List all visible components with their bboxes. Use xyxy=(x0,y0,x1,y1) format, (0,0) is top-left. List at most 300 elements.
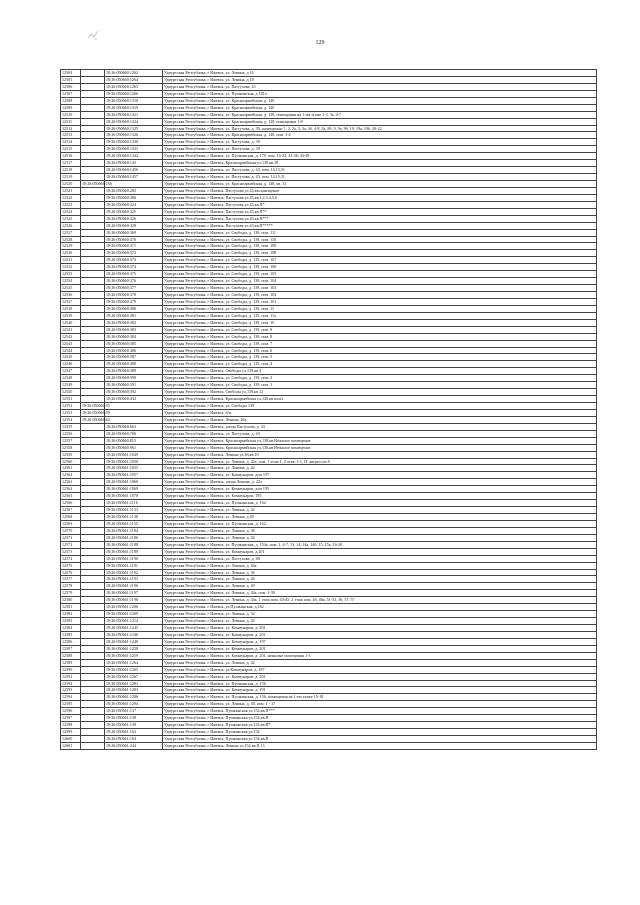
address-cell: Удмуртская Республика, г Ижевск, ул. Коммунаров, д. 201 xyxy=(163,673,597,680)
cadastral-number-cell xyxy=(105,403,163,410)
cadastral-number-cell: 18:26:050660:381 xyxy=(105,312,163,319)
address-cell: Удмуртская Республика, г Ижевск, ул. Коммунаров, д. 197 xyxy=(163,638,597,645)
parcel-number-cell xyxy=(81,139,105,146)
table-row xyxy=(61,354,597,361)
parcel-number-cell xyxy=(81,694,105,701)
table-row xyxy=(61,340,597,347)
cadastral-number-cell: 18:26:050661:1214 xyxy=(105,618,163,625)
table-row xyxy=(61,361,597,368)
table-row xyxy=(61,694,597,701)
address-cell: Удмуртская Республика, г Ижевск, ул. Ленина, д 18 xyxy=(163,76,597,83)
cadastral-number-cell: 18:26:050660:378 xyxy=(105,292,163,299)
address-cell: Удмуртская Республика, г Ижевск, ул. Пастухова, д. 39, помещения: 1, 2, 2а, 3, 3а, 3б, 4-8, 8а, 8б, 9, 9а, 9б, 19, 19а, 19б, 20-22 xyxy=(163,125,597,132)
address-cell: Удмуртская Республика, г Ижевск, ул. Красноармейская, д. 138, помещения на 1-ом этаже 1-3, 3а, 4-7 xyxy=(163,111,597,118)
table-row xyxy=(61,673,597,680)
row-number-cell: 12509 xyxy=(61,104,81,111)
row-number-cell: 12546 xyxy=(61,361,81,368)
cadastral-number-cell: 18:26:050660:382 xyxy=(105,319,163,326)
parcel-number-cell xyxy=(81,680,105,687)
table-row xyxy=(61,742,597,749)
parcel-number-cell xyxy=(81,562,105,569)
table-row xyxy=(61,319,597,326)
table-row xyxy=(61,139,597,146)
table-row xyxy=(61,451,597,458)
address-cell: Удмуртская Республика, г Ижевск, ул. Пушкинская, д. 156 xyxy=(163,680,597,687)
row-number-cell: 12586 xyxy=(61,638,81,645)
address-cell: Удмуртская Республика, г Ижевск, ул. Свободы, д. 139, пом. 9 xyxy=(163,326,597,333)
cadastral-number-cell: 18:26:050660:1266 xyxy=(105,90,163,97)
address-cell: Удмуртская Республика, г Ижевск, ул. Коммунаров, д. 201 xyxy=(163,625,597,632)
cadastral-number-cell: 18:26:050661:1057 xyxy=(105,472,163,479)
row-number-cell: 12582 xyxy=(61,611,81,618)
table-row xyxy=(61,104,597,111)
table-row xyxy=(61,611,597,618)
table-row xyxy=(61,687,597,694)
parcel-number-cell xyxy=(81,153,105,160)
cadastral-number-cell: 18:26:050661:137 xyxy=(105,708,163,715)
row-number-cell: 12589 xyxy=(61,659,81,666)
table-row xyxy=(61,146,597,153)
cadastral-number-cell: 18:26:050660:392 xyxy=(105,389,163,396)
row-number-cell: 12573 xyxy=(61,548,81,555)
row-number-cell: 12524 xyxy=(61,208,81,215)
cadastral-number-cell: 18:26:050660:375 xyxy=(105,271,163,278)
address-cell: Удмуртская Республика, г Ижевск, ул. Пастухова, д. 39 xyxy=(163,146,597,153)
row-number-cell: 12527 xyxy=(61,229,81,236)
cadastral-number-cell: 18:26:050660:371 xyxy=(105,243,163,250)
table-row xyxy=(61,125,597,132)
address-cell: Удмуртская Республика, г Ижевск, Пастухова ул,43,кв.П* xyxy=(163,201,597,208)
address-cell: Удмуртская Республика, г Ижевск, Пушкинская ул,154 xyxy=(163,729,597,736)
page-number: 129 xyxy=(315,40,325,46)
table-row xyxy=(61,618,597,625)
address-cell: Удмуртская Республика, г Ижевск, ул. Свободы, д. 139, пом. 111 xyxy=(163,229,597,236)
cadastral-number-cell: 18:26:050660:389 xyxy=(105,368,163,375)
row-number-cell: 12553 xyxy=(61,409,81,416)
parcel-number-cell xyxy=(81,673,105,680)
table-row xyxy=(61,187,597,194)
row-number-cell: 12516 xyxy=(61,153,81,160)
cadastral-number-cell: 18:26:050661:1190 xyxy=(105,555,163,562)
row-number-cell: 12568 xyxy=(61,514,81,521)
address-cell: Удмуртская Республика, г Ижевск, ул. Коммунаров, д. 191 xyxy=(163,687,597,694)
address-cell: Удмуртская Республика, г Ижевск, ул. Свободы, д. 139, пом. 105 xyxy=(163,271,597,278)
cadastral-number-cell: 18:26:050660:286 xyxy=(105,194,163,201)
parcel-number-cell xyxy=(81,500,105,507)
address-cell: Удмуртская Республика, г Ижевск, ул. Свободы, д. 139, пом. 110 xyxy=(163,236,597,243)
cadastral-number-cell: 18:26:050660:1262 xyxy=(105,70,163,77)
row-number-cell: 12515 xyxy=(61,146,81,153)
row-number-cell: 12579 xyxy=(61,590,81,597)
parcel-number-cell: 18:26:050660:166 xyxy=(82,181,113,186)
row-number-cell: 12600 xyxy=(61,736,81,743)
cadastral-number-cell: 18:26:050660:815 xyxy=(105,437,163,444)
address-cell: Удмуртская Республика, г Ижевск, ул. Пушкинская, д. 154а, пом. 1, 4-7, 13, 14, 14а, 14б, 15, 15а, 16-20 xyxy=(163,541,597,548)
table-row xyxy=(61,493,597,500)
table-row xyxy=(61,569,597,576)
address-cell: Удмуртская Республика, г Ижевск, Красноармейская ул,138,кв.38 xyxy=(163,160,597,167)
row-number-cell: 12531 xyxy=(61,257,81,264)
parcel-number-cell: 18:26:050660:55 xyxy=(82,403,110,408)
row-number-cell: 12537 xyxy=(61,298,81,305)
address-cell: Удмуртская Республика, г Ижевск, ул. Красноармейская, д. 140 xyxy=(163,104,597,111)
cadastral-number-cell: 18:26:050661:1070 xyxy=(105,493,163,500)
row-number-cell: 12521 xyxy=(61,187,81,194)
table-row xyxy=(61,194,597,201)
table-row xyxy=(61,638,597,645)
address-cell: Удмуртская Республика, г Ижевск, ул. Ленина, д. 36 xyxy=(163,569,597,576)
table-row xyxy=(61,403,597,410)
address-cell: Удмуртская Республика, г Ижевск, Пушкинская ул,154,кв.П xyxy=(163,736,597,743)
parcel-number-cell xyxy=(81,160,105,167)
address-cell: Удмуртская Республика, г Ижевск, ул. Ленина, д. 40 xyxy=(163,576,597,583)
cadastral-number-cell: 18:26:050660:380 xyxy=(105,305,163,312)
address-cell: Удмуртская Республика, г Ижевск, ул. Свободы, д. 139, пом. 101 xyxy=(163,298,597,305)
row-number-cell: 12583 xyxy=(61,618,81,625)
row-number-cell: 12567 xyxy=(61,507,81,514)
address-cell: Удмуртская Республика, г Ижевск, Пастухова ул,43,кв.П*** xyxy=(163,215,597,222)
parcel-number-cell xyxy=(81,347,105,354)
cadastral-number-cell: 18:26:050660:961 xyxy=(105,444,163,451)
parcel-number-cell xyxy=(81,215,105,222)
parcel-number-cell xyxy=(81,208,105,215)
address-cell: Удмуртская Республика, г Ижевск, ул. Пушкинская, д 181а xyxy=(163,90,597,97)
parcel-number-cell xyxy=(81,97,105,104)
cadastral-number-cell: 18:26:050660:374 xyxy=(105,264,163,271)
table-row xyxy=(61,153,597,160)
address-cell: Удмуртская Республика, г Ижевск, ул. Ленина, д 40 xyxy=(163,514,597,521)
address-cell: Удмуртская Республика, г Ижевск, б/н xyxy=(163,409,597,416)
table-row xyxy=(61,534,597,541)
table-row xyxy=(61,236,597,243)
parcel-number-cell xyxy=(81,236,105,243)
row-number-cell: 12556 xyxy=(61,430,81,437)
parcel-number-cell xyxy=(81,444,105,451)
address-cell: Удмуртская Республика, г Ижевск, ул. Ленина, д. 38, пом. 1 - 37 xyxy=(163,701,597,708)
cadastral-number-cell: 18:26:050660:1457 xyxy=(105,174,163,181)
table-row xyxy=(61,76,597,83)
cadastral-number-cell: 18:26:050661:1133 xyxy=(105,507,163,514)
address-cell: Удмуртская Республика, г Ижевск, ул. Свободы, д. 139, пом. 11а xyxy=(163,312,597,319)
address-cell: Удмуртская Республика, г Ижевск, Пушкинская ул,154,кв.П*** xyxy=(163,708,597,715)
row-number-cell: 12519 xyxy=(61,174,81,181)
cadastral-number-cell: 18:26:050661:1267 xyxy=(105,673,163,680)
table-row xyxy=(61,631,597,638)
address-cell: Удмуртская Республика, г Ижевск, ул. Пушкинская, д. 162 xyxy=(163,500,597,507)
table-row xyxy=(61,736,597,743)
cadastral-number-cell: 18:26:050661:1060 xyxy=(105,479,163,486)
row-number-cell: 12547 xyxy=(61,368,81,375)
parcel-number-cell xyxy=(81,292,105,299)
row-number-cell: 12601 xyxy=(61,742,81,749)
parcel-number-cell xyxy=(81,472,105,479)
address-cell: Удмуртская Республика, г Ижевск, ул. Коммунаров, д. 201 xyxy=(163,631,597,638)
table-row xyxy=(61,423,597,430)
row-number-cell: 12564 xyxy=(61,486,81,493)
table-row xyxy=(61,118,597,125)
row-number-cell: 12596 xyxy=(61,708,81,715)
table-row xyxy=(61,652,597,659)
parcel-number-cell xyxy=(81,187,105,194)
row-number-cell: 12548 xyxy=(61,375,81,382)
address-cell: Удмуртская Республика, г Ижевск, ул.Коммунаров, д. 197 xyxy=(163,666,597,673)
cadastral-number-cell: 18:26:050661:1049 xyxy=(105,451,163,458)
table-row xyxy=(61,576,597,583)
address-cell: Удмуртская Республика, г Ижевск, ул. Свободы, д. 139, пом. 10 xyxy=(163,319,597,326)
table-row xyxy=(61,548,597,555)
table-row xyxy=(61,680,597,687)
address-cell: Удмуртская Республика, г Ижевск, ул. Пастухова, 43 xyxy=(163,83,597,90)
address-cell: Удмуртская Республика, г Ижевск, ул. Ленина, д. 42а, пом. 1 этаж 1, 2 этаж 1-3, 1Г антресоль 8 xyxy=(163,458,597,465)
address-cell: Удмуртская Республика, г Ижевск, ул. Свободы, д. 139, пом. 2 xyxy=(163,375,597,382)
address-cell: Удмуртская Республика, г Ижевск, Пушкинская ул,154,кв.П* xyxy=(163,722,597,729)
address-cell: Удмуртская Республика, г Ижевск, Красноармейская ул,138,кв.Нежилое помещение xyxy=(163,437,597,444)
cadastral-number-cell: 18:26:050660:706 xyxy=(105,430,163,437)
cadastral-number-cell: 18:26:050661:1189 xyxy=(105,548,163,555)
table-row xyxy=(61,396,597,403)
address-cell: Удмуртская Республика, г Ижевск, Пастухова ул,43,кв.помещение xyxy=(163,187,597,194)
cadastral-number-cell: 18:26:050661:1286 xyxy=(105,694,163,701)
address-cell: Удмуртская Республика, г Ижевск, ул.Пушкинская, д.162 xyxy=(163,604,597,611)
cadastral-number-cell: 18:26:050660:387 xyxy=(105,354,163,361)
cadastral-number-cell: 18:26:050660:326 xyxy=(105,215,163,222)
table-row xyxy=(61,382,597,389)
cadastral-number-cell: 18:26:050661:1265 xyxy=(105,666,163,673)
table-row xyxy=(61,174,597,181)
row-number-cell: 12597 xyxy=(61,715,81,722)
address-cell: Удмуртская Республика, г Ижевск, ул. Ленина, д. 42 xyxy=(163,618,597,625)
table-row xyxy=(61,507,597,514)
cadastral-number-cell: 18:26:050661:1248 xyxy=(105,638,163,645)
table-row xyxy=(61,430,597,437)
table-row xyxy=(61,97,597,104)
parcel-number-cell xyxy=(81,729,105,736)
address-cell: Удмуртская Республика, г Ижевск, Свободы ул,139,кв.12 xyxy=(163,389,597,396)
cadastral-number-cell: 18:26:050661:1209 xyxy=(105,611,163,618)
row-number-cell: 12580 xyxy=(61,597,81,604)
table-row xyxy=(61,264,597,271)
address-cell: Удмуртская Республика, г Ижевск, ул. Свободы, д. 139, пом. 109 xyxy=(163,243,597,250)
parcel-number-cell xyxy=(81,333,105,340)
address-cell: Удмуртская Республика, г Ижевск, ул. Свободы, д. 139, пом. 11 xyxy=(163,305,597,312)
cadastral-number-cell: 18:26:050661:1191 xyxy=(105,562,163,569)
cadastral-number-cell: 18:26:050661:1283 xyxy=(105,687,163,694)
parcel-number-cell xyxy=(81,132,105,139)
parcel-number-cell xyxy=(81,520,105,527)
row-number-cell: 12588 xyxy=(61,652,81,659)
address-cell: Удмуртская Республика, г Ижевск, Ленина ул,36,кв.10 xyxy=(163,451,597,458)
row-number-cell: 12532 xyxy=(61,264,81,271)
row-number-cell: 12592 xyxy=(61,680,81,687)
row-number-cell: 12540 xyxy=(61,319,81,326)
cadastral-number-cell: 18:26:050661:1281 xyxy=(105,680,163,687)
parcel-number-cell xyxy=(81,708,105,715)
row-number-cell: 12585 xyxy=(61,631,81,638)
row-number-cell: 12513 xyxy=(61,132,81,139)
parcel-number-cell xyxy=(81,722,105,729)
address-cell: Удмуртская Республика, г Ижевск, ул. Коммунаров, д. 201, нежилые помещения 1-3 xyxy=(163,652,597,659)
row-number-cell: 12563 xyxy=(61,479,81,486)
address-cell: Удмуртская Республика, г Ижевск, Ленина, 26а xyxy=(163,416,597,423)
cadastral-number-cell xyxy=(105,416,163,423)
cadastral-number-cell: 18:26:050661:163 xyxy=(105,729,163,736)
table-row xyxy=(61,715,597,722)
address-cell: Удмуртская Республика, г Ижевск, ул. Коммунаров, д. 201 xyxy=(163,645,597,652)
row-number-cell: 12595 xyxy=(61,701,81,708)
table-row xyxy=(61,285,597,292)
address-cell: Удмуртская Республика, г Ижевск, ул. Свободы, д. 139, пом. 107 xyxy=(163,257,597,264)
cadastral-number-cell: 18:26:050661:1055 xyxy=(105,465,163,472)
row-number-cell: 12575 xyxy=(61,562,81,569)
parcel-number-cell xyxy=(81,368,105,375)
table-row xyxy=(61,375,597,382)
cadastral-number-cell: 18:26:050660:370 xyxy=(105,236,163,243)
cadastral-number-cell: 18:26:050661:1259 xyxy=(105,652,163,659)
address-cell: Удмуртская Республика, г Ижевск, ул. Свободы, д. 139, пом. 7 xyxy=(163,340,597,347)
cadastral-number-cell: 18:26:050660:1330 xyxy=(105,139,163,146)
cadastral-number-cell: 18:26:050661:1193 xyxy=(105,576,163,583)
cadastral-number-cell: 18:26:050660:373 xyxy=(105,257,163,264)
table-row xyxy=(61,167,597,174)
parcel-number-cell xyxy=(81,576,105,583)
parcel-number-cell xyxy=(81,389,105,396)
table-row xyxy=(61,208,597,215)
row-number-cell: 12560 xyxy=(61,458,81,465)
cadastral-number-cell: 18:26:050660:386 xyxy=(105,347,163,354)
address-cell: Удмуртская Республика, г Ижевск, ул. Пастухова, д. 88 xyxy=(163,555,597,562)
address-cell: Удмуртская Республика, г Ижевск, ул. Свободы, д. 139, пом. 5 xyxy=(163,354,597,361)
address-cell: Удмуртская Республика, г Ижевск, ул. Ленина, д. 40 xyxy=(163,583,597,590)
cadastral-number-cell: 18:26:050661:139 xyxy=(105,722,163,729)
parcel-number-cell xyxy=(81,631,105,638)
parcel-number-cell xyxy=(81,659,105,666)
parcel-number-cell xyxy=(81,604,105,611)
row-number-cell: 12565 xyxy=(61,493,81,500)
table-row xyxy=(61,486,597,493)
parcel-number-cell xyxy=(81,625,105,632)
address-cell: Удмуртская Республика, г Ижевск, ул. Пастухова, д. 43 xyxy=(163,430,597,437)
row-number-cell: 12535 xyxy=(61,285,81,292)
parcel-number-cell xyxy=(81,305,105,312)
table-row xyxy=(61,368,597,375)
row-number-cell: 12591 xyxy=(61,673,81,680)
row-number-cell: 12526 xyxy=(61,222,81,229)
address-cell: Удмуртская Республика, г Ижевск, ул. Ленина, д. 44а, пом. 1-39 xyxy=(163,590,597,597)
row-number-cell: 12541 xyxy=(61,326,81,333)
parcel-number-cell xyxy=(81,326,105,333)
row-number-cell: 12569 xyxy=(61,520,81,527)
table-row xyxy=(61,590,597,597)
row-number-cell: 12533 xyxy=(61,271,81,278)
table-row xyxy=(61,305,597,312)
cadastral-number-cell: 18:26:050660:1264 xyxy=(105,76,163,83)
row-number-cell: 12566 xyxy=(61,500,81,507)
address-cell: Удмуртская Республика, г Ижевск, ул. Пушкинская, д. 156, помещения на 1-ом этаже 15-18 xyxy=(163,694,597,701)
cadastral-number-cell: 18:26:050661:1258 xyxy=(105,645,163,652)
table-row xyxy=(61,729,597,736)
parcel-number-cell xyxy=(81,264,105,271)
table-row xyxy=(61,278,597,285)
row-number-cell: 12594 xyxy=(61,694,81,701)
parcel-number-cell xyxy=(81,361,105,368)
cadastral-number-cell: 18:26:050661:1192 xyxy=(105,569,163,576)
cadastral-number-cell: 18:26:050661:1245 xyxy=(105,625,163,632)
address-cell: Удмуртская Республика, г Ижевск, ул. Свободы, д. 139, пом. 108 xyxy=(163,250,597,257)
row-number-cell: 12571 xyxy=(61,534,81,541)
row-number-cell: 12536 xyxy=(61,292,81,299)
table-row xyxy=(61,160,597,167)
row-number-cell: 12572 xyxy=(61,541,81,548)
parcel-number-cell xyxy=(81,257,105,264)
address-cell: Удмуртская Республика, г Ижевск, ул. Ленина, д. 42 xyxy=(163,507,597,514)
parcel-number-cell xyxy=(81,701,105,708)
table-row xyxy=(61,562,597,569)
table-row xyxy=(61,514,597,521)
parcel-number-cell xyxy=(81,507,105,514)
parcel-number-cell xyxy=(81,298,105,305)
table-row xyxy=(61,625,597,632)
parcel-number-cell xyxy=(81,118,105,125)
parcel-number-cell xyxy=(81,423,105,430)
address-cell: Удмуртская Республика, г Ижевск, ул. Ленина, д. 42 xyxy=(163,534,597,541)
row-number-cell: 12577 xyxy=(61,576,81,583)
address-cell: Удмуртская Республика, г Ижевск, ул. Свободы, д. 139, пом. 4 xyxy=(163,361,597,368)
table-row xyxy=(61,458,597,465)
parcel-number-cell xyxy=(81,465,105,472)
table-row xyxy=(61,666,597,673)
table-row xyxy=(61,83,597,90)
row-number-cell: 12590 xyxy=(61,666,81,673)
address-cell: Удмуртская Республика, г Ижевск, ул. Пушкинская, д. 179, пом. 16-23, 33-36, 43-49 xyxy=(163,153,597,160)
row-number-cell: 12554 xyxy=(61,416,81,423)
address-cell: Удмуртская Республика, г Ижевск, ул. Ленина, д 16 xyxy=(163,70,597,77)
row-number-cell: 12558 xyxy=(61,444,81,451)
row-number-cell: 12584 xyxy=(61,625,81,632)
parcel-number-cell xyxy=(81,611,105,618)
address-cell: Удмуртская Республика, г Ижевск, ул. Коммунаров, д.201 xyxy=(163,548,597,555)
row-number-cell: 12504 xyxy=(61,70,81,77)
row-number-cell: 12511 xyxy=(61,118,81,125)
table-row xyxy=(61,409,597,416)
address-cell: Удмуртская Республика, г Ижевск, ул. Пастухова, д. 43, пом. 14,15,31 xyxy=(163,167,597,174)
parcel-number-cell xyxy=(81,83,105,90)
parcel-number-cell xyxy=(81,70,105,77)
cadastral-number-cell: 18:26:050661:164 xyxy=(105,736,163,743)
address-cell: Удмуртская Республика, г Ижевск, ул. Пушкинская, д. 162 xyxy=(163,520,597,527)
parcel-number-cell xyxy=(81,243,105,250)
address-cell: Удмуртская Республика, г Ижевск, Свободы ул,139,кв.3 xyxy=(163,368,597,375)
row-number-cell: 12581 xyxy=(61,604,81,611)
cadastral-number-cell xyxy=(105,409,163,416)
cadastral-number-cell: 18:26:050660:1331 xyxy=(105,146,163,153)
parcel-number-cell xyxy=(81,736,105,743)
table-row xyxy=(61,347,597,354)
parcel-number-cell xyxy=(81,534,105,541)
cadastral-number-cell: 18:26:050660:1265 xyxy=(105,83,163,90)
cadastral-number-cell: 18:26:050660:377 xyxy=(105,285,163,292)
parcel-number-cell xyxy=(81,430,105,437)
row-number-cell: 12576 xyxy=(61,569,81,576)
row-number-cell: 12523 xyxy=(61,201,81,208)
parcel-number-cell xyxy=(81,514,105,521)
parcel-number-cell xyxy=(81,382,105,389)
cadastral-number-cell: 18:26:050660:1325 xyxy=(105,125,163,132)
table-row xyxy=(61,70,597,77)
row-number-cell: 12544 xyxy=(61,347,81,354)
table-row xyxy=(61,465,597,472)
table-row xyxy=(61,701,597,708)
table-row xyxy=(61,257,597,264)
